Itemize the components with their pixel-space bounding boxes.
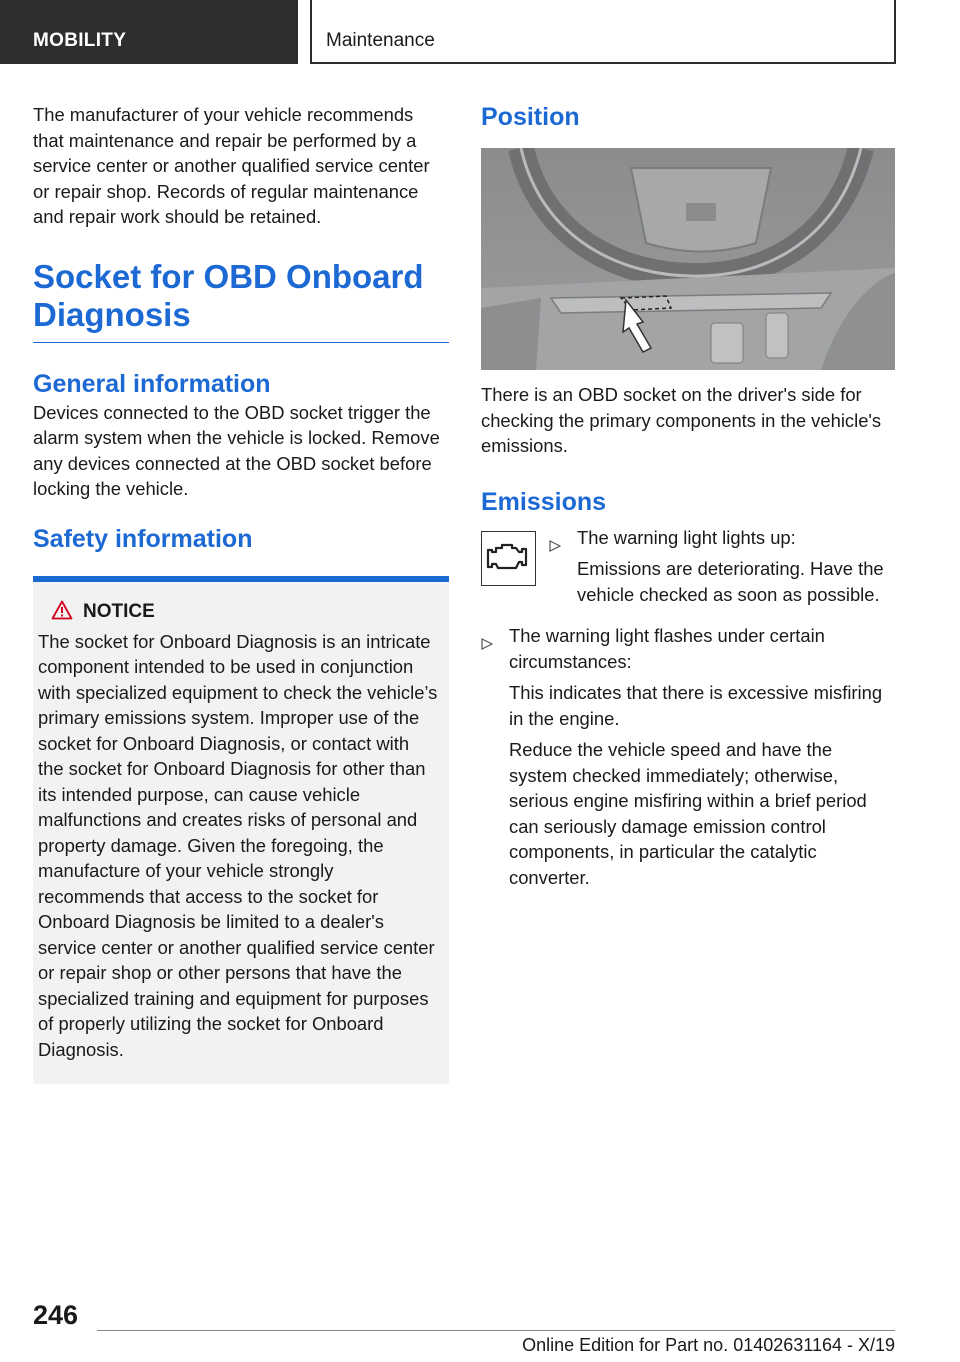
bullet-triangle-icon (481, 631, 493, 657)
warning-triangle-icon (51, 600, 73, 625)
intro-paragraph: The manufacturer of your vehicle recommends that maintenance and repair be performed by a service center or another qualified service center or repair shop. Records of regular maintenance and repair work should be retained. (33, 104, 430, 227)
bullet1-title: The warning light lights up: (577, 526, 796, 548)
general-info-heading: General information (33, 369, 271, 398)
chapter-title: Maintenance (326, 30, 435, 51)
general-info-text: Devices connected to the OBD socket trigger the alarm system when the vehicle is locked. Remove any devices connected at the OBD socket before locking the vehicle. (33, 401, 440, 499)
section-tab (0, 0, 298, 64)
engine-warning-light-icon (481, 531, 536, 586)
page-title-line-2: Diagnosis (33, 295, 191, 333)
bullet2-text-1: This indicates that there is excessive misfiring in the engine. (509, 682, 883, 729)
position-text: There is an OBD socket on the driver's side for checking the primary components in the vehicle's emissions. (481, 384, 882, 456)
bullet2-title: The warning light flashes under certain circumstances: (509, 625, 825, 672)
footer-divider (97, 1330, 895, 1331)
bullet2-text-2: Reduce the vehicle speed and have the system checked immediately; otherwise, serious engine misfiring within a brief period can seriously damage emission control components, in particular the catalytic converter. (509, 739, 867, 888)
notice-label: NOTICE (83, 601, 155, 622)
notice-text: The socket for Onboard Diagnosis is an intricate component intended to be used in conjunction with specialized equipment to check the vehicle’s primary emissions system. Improper use of the socket for Onboard Diagnosis, or contact with the socket for Onboard Diagnosis for other than its intended purpose, can cause vehicle malfunctions and creates risks of personal and property damage. Given the foregoing, the manufacture of your vehicle strongly recommends that access to the socket for Onboard Diagnosis be limited to a dealer's service center or another qualified service center or repair shop or other persons that have the specialized training and equipment for purposes of properly utilizing the socket for Onboard Diagnosis. (38, 630, 438, 1060)
obd-socket-position-image (481, 148, 895, 370)
bullet1-text: Emissions are deteriorating. Have the vehicle checked as soon as possible. (577, 558, 884, 605)
notice-header (51, 600, 439, 625)
footer-edition: Online Edition for Part no. 01402631164 - X/19 (522, 1335, 895, 1355)
page-title-line-1: Socket for OBD Onboard (33, 257, 424, 295)
position-heading: Position (481, 103, 580, 131)
right-column (481, 102, 895, 890)
page-number: 246 (33, 1300, 79, 1330)
chapter-tab (310, 0, 896, 64)
left-column (33, 102, 449, 1084)
page-title (33, 258, 449, 343)
section-title: MOBILITY (33, 30, 127, 51)
bullet-triangle-icon (549, 533, 561, 559)
notice-box (33, 576, 449, 1085)
bullet-warning-lights-up (549, 525, 895, 608)
bullet-warning-flashes (481, 623, 895, 890)
emissions-indicator-block (481, 525, 895, 608)
safety-info-heading: Safety information (33, 524, 253, 553)
emissions-heading: Emissions (481, 487, 607, 516)
